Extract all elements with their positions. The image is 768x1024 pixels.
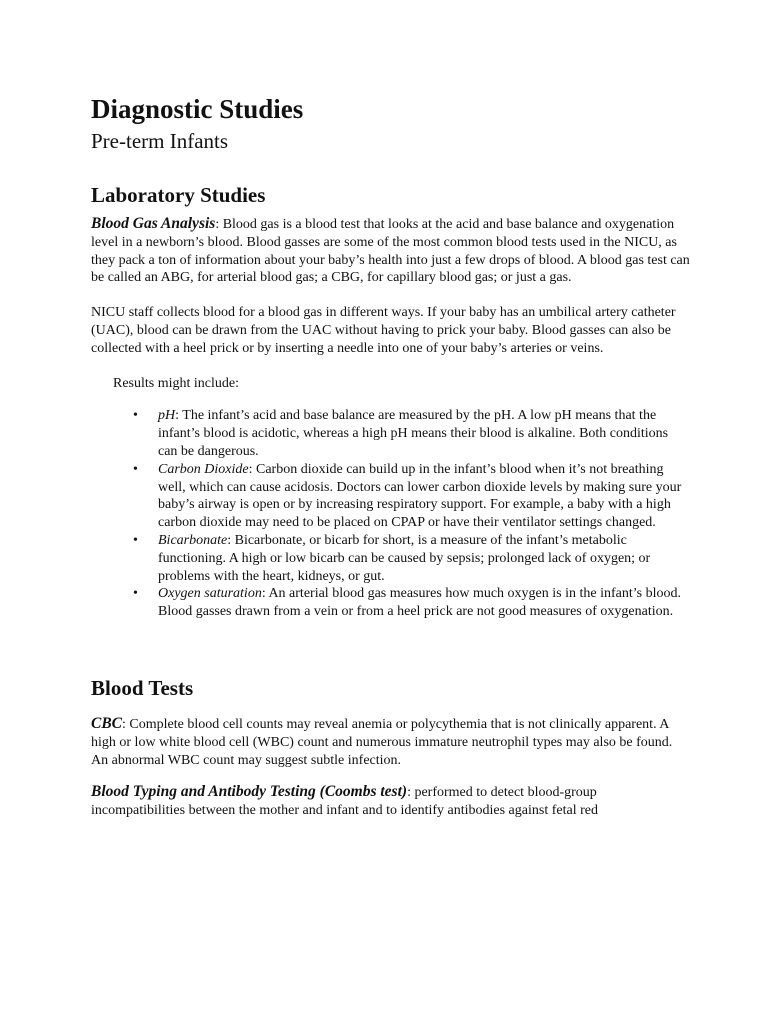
list-item-term: Oxygen saturation	[158, 586, 262, 602]
list-item-text: : An arterial blood gas measures how much oxygen is in the infant’s blood. Blood gasses drawn from a vein or from a heel prick are not good measures of oxygenation.	[158, 586, 681, 620]
list-item-oxygen-saturation	[133, 585, 691, 621]
list-item-term: pH	[158, 408, 176, 424]
bullet-icon: •	[133, 586, 138, 602]
list-item-carbon-dioxide	[133, 461, 691, 532]
cbc-term: CBC	[91, 714, 123, 732]
paragraph-blood-gas-analysis	[91, 215, 691, 287]
blood-typing-text: : performed to detect blood-group incompatibilities between the mother and infant and to identify antibodies against fetal red	[91, 785, 598, 819]
section-heading-blood-tests: Blood Tests	[91, 675, 194, 700]
document-page	[91, 92, 691, 820]
section-heading-laboratory-studies: Laboratory Studies	[91, 183, 266, 207]
bullet-icon: •	[133, 408, 138, 424]
blood-gas-analysis-term: Blood Gas Analysis	[91, 215, 216, 232]
results-list	[91, 407, 691, 621]
list-item-text: : Bicarbonate, or bicarb for short, is a measure of the infant’s metabolic functioning. A high or low bicarb can be caused by sepsis; prolonged lack of oxygen; or problems with the heart, kidneys, or gut.	[158, 532, 651, 584]
blood-typing-term: Blood Typing and Antibody Testing (Coombs test)	[91, 783, 408, 801]
bullet-icon: •	[133, 532, 138, 548]
document-title: Diagnostic Studies	[91, 94, 304, 124]
paragraph-blood-typing	[91, 783, 691, 820]
list-item-text: : Carbon dioxide can build up in the infant’s blood when it’s not breathing well, which can cause acidosis. Doctors can lower carbon dioxide levels by making sure your baby’s airway is open or by increasing respiratory support. For example, a baby with a high carbon dioxide may need to be placed on CPAP or have their ventilator settings changed.	[158, 461, 682, 531]
blood-gas-analysis-text: : Blood gas is a blood test that looks at the acid and base balance and oxygenation level in a newborn’s blood. Blood gasses are some of the most common blood tests used in the NICU, as they pack a ton of information about your baby’s health into just a few drops of blood. A blood gas test can be called an ABG, for arterial blood gas; a CBG, for capillary blood gas; or just a gas.	[91, 217, 690, 286]
results-intro: Results might include:	[113, 375, 239, 391]
cbc-text: : Complete blood cell counts may reveal anemia or polycythemia that is not clinically apparent. A high or low white blood cell (WBC) count and numerous immature neutrophil types may also be found. An abnormal WBC count may suggest subtle infection.	[91, 716, 673, 768]
list-item-term: Carbon Dioxide	[158, 461, 249, 477]
paragraph-cbc	[91, 715, 691, 769]
list-item-term: Bicarbonate	[158, 532, 228, 548]
list-item-text: : The infant’s acid and base balance are measured by the pH. A low pH means that the infant’s blood is acidotic, whereas a high pH means their blood is alkaline. Both conditions can be dangerous.	[158, 408, 669, 459]
document-subtitle: Pre-term Infants	[91, 129, 229, 153]
list-item-ph	[133, 407, 691, 460]
bullet-icon: •	[133, 461, 138, 477]
paragraph-nicu-collection: NICU staff collects blood for a blood gas in different ways. If your baby has an umbilical artery catheter (UAC), blood can be drawn from the UAC without having to prick your baby. Blood gasses can also be collected with a heel prick or by inserting a needle into one of your baby’s arteries or veins.	[91, 305, 676, 356]
list-item-bicarbonate	[133, 532, 691, 585]
